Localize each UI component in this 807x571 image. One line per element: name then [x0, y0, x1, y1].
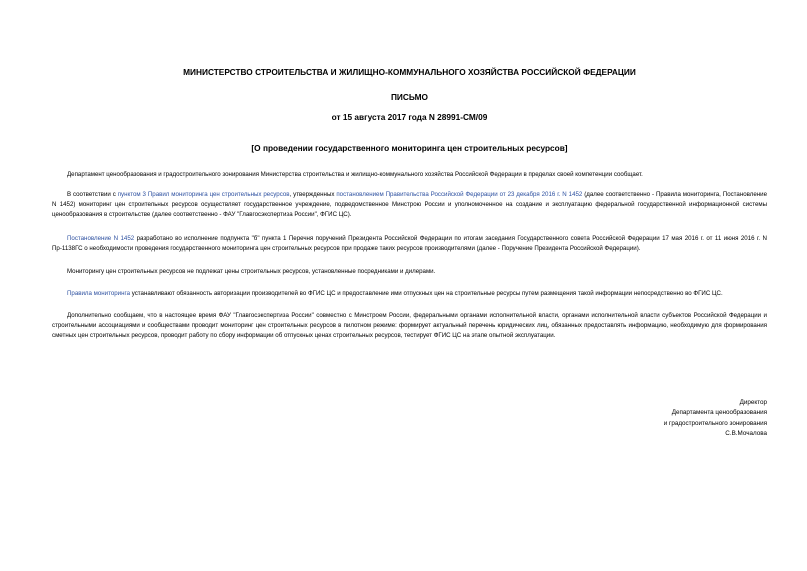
- signatory-name: С.В.Мочалова: [725, 430, 767, 438]
- rules-item3-link[interactable]: пунктом 3 Правил мониторинга цен строительных ресурсов: [117, 191, 290, 199]
- paragraph-text: (далее соответственно - Правила мониторинга, Постановление N 1452) мониторинг цен строительных ресурсов осуществляет государственное учреждение, подведомственное Минстрою России и уполномоченное на создание и эксплуатацию федеральной государственной информационной системы ценообразования в строительстве (далее соответственно - ФАУ "Главгосэкспертиза России", ФГИС ЦС).: [52, 191, 767, 219]
- signature-position: Директор: [739, 399, 767, 406]
- paragraph-text: В соответствии с: [67, 191, 118, 199]
- paragraph-resolution: [52, 234, 767, 254]
- signature-department-cont: и градостроительного зонирования: [663, 419, 767, 427]
- paragraph-text: устанавливают обязанность авторизации производителей во ФГИС ЦС и предоставление ими отпускных цен на строительные ресурсы путем размещения такой информации непосредственно во ФГИС ЦС.: [130, 289, 723, 297]
- paragraph-text: разработано во исполнение подпункта "б" пункта 1 Перечня поручений Президента Российской Федерации по итогам заседания Государственного совета Российской Федерации 17 мая 2016 г. от 11 июня 2016 г. N Пр-1138ГС о необходимости проведения государственного мониторинга цен строительных ресурсов при продаже таких ресурсов производителями (далее - Поручение Президента Российской Федерации).: [52, 235, 767, 253]
- paragraph-monitoring-rules: [52, 190, 767, 220]
- signature-block: [664, 398, 767, 440]
- document-date-number: от 15 августа 2017 года N 28991-СМ/09: [331, 112, 488, 122]
- document-subject: [О проведении государственного мониторинга цен строительных ресурсов]: [251, 143, 568, 153]
- paragraph-pilot: Дополнительно сообщаем, что в настоящее время ФАУ "Главгосэкспертиза России" совместно с Минстроем России, федеральными органами исполнительной власти, органами исполнительной власти субъектов Российской Федерации и строительными ассоциациями и сообществами проводит мониторинг цен строительных ресурсов в пилотном режиме: формирует актуальный перечень юридических лиц, обязанных предоставлять информацию, необходимую для формирования сметных цен строительных ресурсов, проводит работу по сбору информации об отпускных ценах строительных ресурсов, тестирует ФГИС ЦС на этапе опытной эксплуатации.: [52, 311, 767, 339]
- document-type: ПИСЬМО: [390, 92, 429, 102]
- resolution-1452-link[interactable]: постановлением Правительства Российской Федерации от 23 декабря 2016 г. N 1452: [336, 191, 583, 199]
- signature-department: Департамента ценообразования: [671, 409, 767, 417]
- ministry-title: МИНИСТЕРСТВО СТРОИТЕЛЬСТВА И ЖИЛИЩНО-КОММУНАЛЬНОГО ХОЗЯЙСТВА РОССИЙСКОЙ ФЕДЕРАЦИИ: [183, 67, 636, 77]
- monitoring-rules-link[interactable]: Правила мониторинга: [67, 289, 131, 297]
- paragraph-intro: Департамент ценообразования и градостроительного зонирования Министерства строительства и жилищно-коммунального хозяйства Российской Федерации в пределах своей компетенции сообщает.: [67, 171, 643, 178]
- paragraph-authorization: [52, 289, 767, 299]
- paragraph-text: , утвержденных: [289, 191, 337, 199]
- document-body: [52, 170, 767, 341]
- paragraph-dealers: Мониторингу цен строительных ресурсов не подлежат цены строительных ресурсов, установленные посредниками и дилерами.: [67, 267, 436, 275]
- resolution-1452-link[interactable]: Постановление N 1452: [67, 235, 135, 243]
